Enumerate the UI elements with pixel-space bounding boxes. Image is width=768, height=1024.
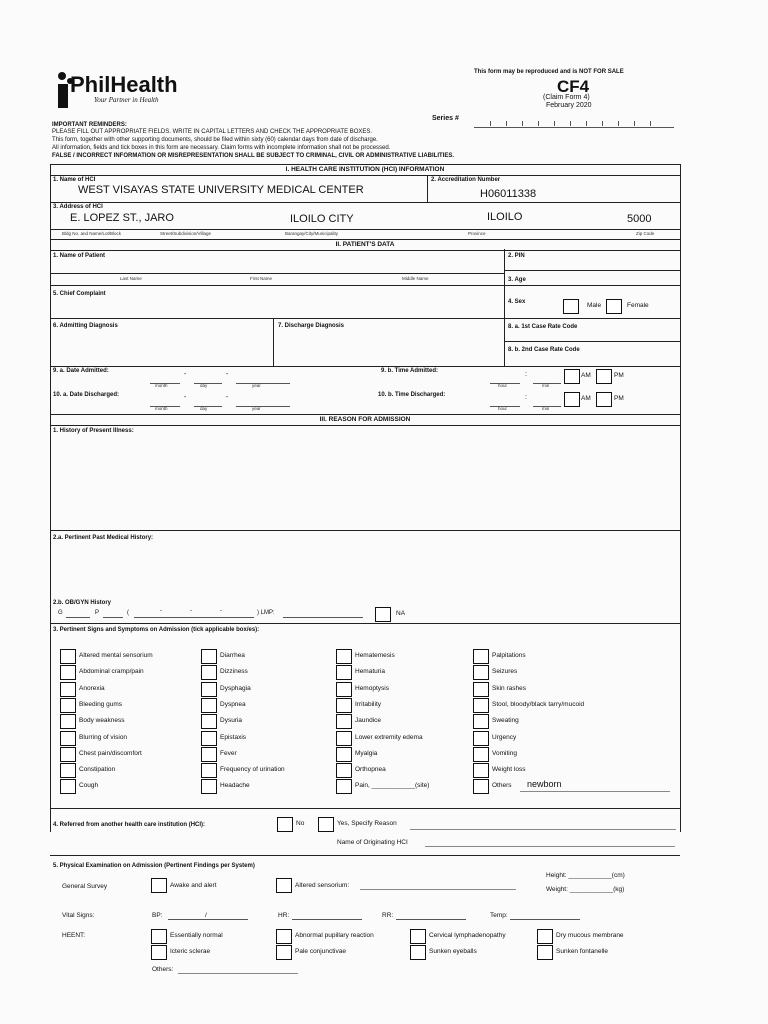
- year-label: year: [252, 383, 261, 388]
- time-admitted-label: 9. b. Time Admitted:: [381, 368, 439, 374]
- sub-brgy-label: Barangay/City/Municipality: [285, 231, 339, 236]
- symptom-checkbox[interactable]: [60, 731, 76, 746]
- symptom-label: Epistaxis: [220, 734, 247, 741]
- sub-bldg-label: Bldg No. and Name/Lot/Block: [62, 231, 122, 236]
- symptom-checkbox[interactable]: [60, 747, 76, 762]
- symptom-checkbox[interactable]: [60, 649, 76, 664]
- p-field[interactable]: [103, 611, 123, 618]
- symptom-label: Blurring of vision: [79, 734, 128, 741]
- date-admitted-year[interactable]: [236, 377, 290, 384]
- symptom-checkbox[interactable]: [473, 665, 489, 680]
- symptom-checkbox[interactable]: [336, 682, 352, 697]
- bp-label: BP:: [152, 912, 163, 919]
- sunken-eyeballs-label: Sunken eyeballs: [429, 948, 477, 955]
- awake-label: Awake and alert: [170, 882, 217, 889]
- logo-tagline: Your Partner in Health: [94, 96, 159, 104]
- symptom-label: Seizures: [492, 668, 518, 675]
- symptom-checkbox[interactable]: [201, 714, 217, 729]
- philhealth-logo: [52, 70, 212, 110]
- series-field[interactable]: [474, 121, 674, 128]
- symptom-label: Cough: [79, 782, 99, 789]
- symptom-label: Fever: [220, 750, 237, 757]
- referred-label: 4. Referred from another health care institution (HCI):: [53, 822, 206, 828]
- symptom-checkbox[interactable]: [473, 649, 489, 664]
- logo-text: PhilHealth: [70, 72, 178, 97]
- symptom-checkbox[interactable]: [336, 779, 352, 794]
- symptom-label: Constipation: [79, 766, 116, 773]
- symptom-label: Abdominal cramp/pain: [79, 668, 144, 675]
- form-code: CF4: [557, 77, 590, 96]
- symptom-label: Hemoptysis: [355, 685, 389, 692]
- symptom-checkbox[interactable]: [336, 714, 352, 729]
- sunken-eyeballs-checkbox[interactable]: [410, 945, 426, 960]
- symptom-label: Skin rashes: [492, 685, 526, 692]
- month-label-2: month: [155, 406, 168, 411]
- hr-label: HR:: [278, 912, 290, 919]
- date-discharged-year[interactable]: [236, 400, 290, 407]
- month-label: month: [155, 383, 168, 388]
- symptom-label: Jaundice: [355, 717, 382, 724]
- symptom-label: Sweating: [492, 717, 519, 724]
- year-label-2: year: [252, 406, 261, 411]
- date-admitted-label: 9. a. Date Admitted:: [53, 368, 109, 374]
- symptom-label: Frequency of urination: [220, 766, 285, 773]
- hci-city-value[interactable]: ILOILO CITY: [290, 213, 354, 225]
- last-name-label: Last Name: [120, 276, 142, 281]
- pe-label: 5. Physical Examination on Admission (Pertinent Findings per System): [53, 863, 255, 869]
- symptom-checkbox[interactable]: [473, 779, 489, 794]
- middle-name-label: Middle Name: [402, 276, 429, 281]
- symptom-checkbox[interactable]: [336, 698, 352, 713]
- symptom-label: Hematuria: [355, 668, 385, 675]
- symptom-label: Chest pain/discomfort: [79, 750, 142, 757]
- bp-field[interactable]: [168, 913, 248, 920]
- reason-section-title: III. REASON FOR ADMISSION: [50, 414, 680, 426]
- symptom-label: Lower extremity edema: [355, 734, 423, 741]
- pmh-label: 2.a. Pertinent Past Medical History:: [53, 535, 154, 541]
- admit-pm-checkbox[interactable]: [596, 369, 612, 384]
- patient-section-title: II. PATIENT'S DATA: [50, 239, 680, 251]
- dry-mucous-checkbox[interactable]: [537, 929, 553, 944]
- symptom-checkbox[interactable]: [201, 698, 217, 713]
- symptom-checkbox[interactable]: [473, 698, 489, 713]
- symptom-label: Pain, ____________(site): [355, 782, 430, 789]
- awake-checkbox[interactable]: [151, 878, 167, 893]
- male-label: Male: [587, 302, 602, 309]
- day-label-2: day: [200, 406, 208, 411]
- sub-street-label: Street/Subdivision/Village: [160, 231, 211, 236]
- hpi-field[interactable]: [52, 438, 678, 528]
- altered-label: Altered sensorium:: [295, 882, 350, 889]
- heent-others-label: Others:: [152, 966, 174, 973]
- obgyn-tpal-field[interactable]: [134, 611, 254, 618]
- icteric-label: Icteric sclerae: [170, 948, 211, 955]
- symptom-label: Diarrhea: [220, 652, 245, 659]
- chief-complaint-label: 5. Chief Complaint: [53, 291, 106, 297]
- admit-pm-label: PM: [614, 372, 624, 379]
- hr-field[interactable]: [292, 913, 362, 920]
- reminders-line4: FALSE / INCORRECT INFORMATION OR MISREPRESENTATION SHALL BE SUBJECT TO CRIMINAL, CIVIL OR ADMINISTRATIVE LIABILITIES.: [52, 153, 455, 159]
- others-value[interactable]: newborn: [527, 779, 562, 789]
- referred-no-label: No: [296, 820, 305, 827]
- symptom-label: Vomiting: [492, 750, 517, 757]
- hci-zip-value[interactable]: 5000: [627, 213, 652, 225]
- symptom-label: Body weakness: [79, 717, 125, 724]
- time-discharged-label: 10. b. Time Discharged:: [378, 392, 446, 398]
- symptom-checkbox[interactable]: [336, 649, 352, 664]
- symptom-label: Others: [492, 782, 512, 789]
- symptom-checkbox[interactable]: [60, 714, 76, 729]
- symptom-checkbox[interactable]: [336, 747, 352, 762]
- symptom-label: Orthopnea: [355, 766, 386, 773]
- temp-label: Temp:: [490, 912, 508, 919]
- cervical-label: Cervical lymphadenopathy: [429, 932, 506, 939]
- altered-checkbox[interactable]: [276, 878, 292, 893]
- na-label: NA: [396, 610, 406, 617]
- symptom-checkbox[interactable]: [60, 763, 76, 778]
- accreditation-value[interactable]: H06011338: [480, 188, 537, 200]
- admit-am-label: AM: [581, 372, 591, 379]
- female-checkbox[interactable]: [606, 299, 622, 314]
- symptom-checkbox[interactable]: [60, 779, 76, 794]
- symptom-checkbox[interactable]: [201, 747, 217, 762]
- series-label: Series #: [432, 115, 459, 122]
- lmp-label: ) LMP:: [257, 610, 275, 616]
- day-label: day: [200, 383, 208, 388]
- na-checkbox[interactable]: [375, 607, 391, 622]
- symptom-label: Stool, bloody/black tarry/mucoid: [492, 701, 585, 708]
- hour-label-2: hour: [498, 406, 508, 411]
- symptom-label: Headache: [220, 782, 250, 789]
- symptom-checkbox[interactable]: [473, 763, 489, 778]
- discharge-pm-label: PM: [614, 395, 624, 402]
- min-label: min: [542, 383, 550, 388]
- symptom-label: Hematemesis: [355, 652, 395, 659]
- case-rate-1-label: 8. a. 1st Case Rate Code: [508, 324, 578, 330]
- symptom-label: Myalgia: [355, 750, 378, 757]
- bp-slash: /: [205, 912, 207, 919]
- originating-hci-label: Name of Originating HCI: [337, 839, 408, 846]
- heent-label: HEENT:: [62, 932, 86, 939]
- symptom-checkbox[interactable]: [201, 682, 217, 697]
- cervical-checkbox[interactable]: [410, 929, 426, 944]
- symptom-checkbox[interactable]: [201, 649, 217, 664]
- g-label: G: [58, 610, 63, 616]
- reminders-line1: PLEASE FILL OUT APPROPRIATE FIELDS. WRITE IN CAPITAL LETTERS AND CHECK THE APPROPRIATE BOXES.: [52, 129, 373, 135]
- symptom-label: Weight loss: [492, 766, 526, 773]
- symptom-checkbox[interactable]: [201, 665, 217, 680]
- admit-am-checkbox[interactable]: [564, 369, 580, 384]
- hci-street-value[interactable]: E. LOPEZ ST., JARO: [70, 212, 174, 224]
- symptom-checkbox[interactable]: [60, 665, 76, 680]
- signs-label: 3. Pertinent Signs and Symptoms on Admission (tick applicable box/es):: [53, 627, 260, 633]
- rr-field[interactable]: [396, 913, 466, 920]
- reminders-line2: This form, together with other supporting documents, should be filed within sixty (60) calendar days from date of discharge.: [52, 137, 378, 143]
- male-checkbox[interactable]: [563, 299, 579, 314]
- reminders-title: IMPORTANT REMINDERS:: [52, 122, 127, 128]
- p-label: P: [95, 610, 100, 616]
- symptom-checkbox[interactable]: [336, 731, 352, 746]
- sub-zip-label: Zip Code: [636, 231, 655, 236]
- sub-province-label: Province: [468, 231, 486, 236]
- sunken-fontanelle-checkbox[interactable]: [537, 945, 553, 960]
- min-label-2: min: [542, 406, 550, 411]
- patient-name-label: 1. Name of Patient: [53, 253, 106, 259]
- abnormal-pupillary-label: Abnormal pupillary reaction: [295, 932, 374, 939]
- symptom-checkbox[interactable]: [336, 763, 352, 778]
- symptom-label: Urgency: [492, 734, 517, 741]
- symptom-checkbox[interactable]: [473, 747, 489, 762]
- symptom-checkbox[interactable]: [473, 682, 489, 697]
- symptom-label: Irritability: [355, 701, 382, 708]
- symptom-checkbox[interactable]: [336, 665, 352, 680]
- hci-name-label: 1. Name of HCI: [53, 177, 96, 183]
- female-label: Female: [627, 302, 649, 309]
- pale-label: Pale conjunctivae: [295, 948, 346, 955]
- sunken-fontanelle-label: Sunken fontanelle: [556, 948, 609, 955]
- abnormal-pupillary-checkbox[interactable]: [276, 929, 292, 944]
- referred-yes-label: Yes, Specify Reason: [337, 820, 397, 827]
- icteric-checkbox[interactable]: [151, 945, 167, 960]
- essentially-normal-label: Essentially normal: [170, 932, 223, 939]
- symptom-checkbox[interactable]: [60, 682, 76, 697]
- accreditation-label: 2. Accreditation Number: [431, 177, 501, 183]
- symptom-label: Dyspnea: [220, 701, 246, 708]
- form-date: February 2020: [546, 102, 592, 109]
- discharge-am-label: AM: [581, 395, 591, 402]
- date-discharged-day[interactable]: [194, 400, 222, 407]
- age-label: 3. Age: [508, 277, 526, 283]
- essentially-normal-checkbox[interactable]: [151, 929, 167, 944]
- symptom-label: Dizziness: [220, 668, 248, 675]
- symptom-label: Altered mental sensorium: [79, 652, 153, 659]
- symptom-label: Anorexia: [79, 685, 105, 692]
- symptom-checkbox[interactable]: [60, 698, 76, 713]
- lmp-field[interactable]: [283, 611, 363, 618]
- reminders-line3: All information, fields and tick boxes in this form are necessary. Claim forms with incomplete information shall not be processed.: [52, 145, 391, 151]
- form-name: (Claim Form 4): [543, 94, 590, 101]
- referred-no-checkbox[interactable]: [277, 817, 293, 832]
- referred-yes-checkbox[interactable]: [318, 817, 334, 832]
- symptom-label: Bleeding gums: [79, 701, 122, 708]
- date-discharged-label: 10. a. Date Discharged:: [53, 392, 120, 398]
- dry-mucous-label: Dry mucous membrane: [556, 932, 624, 939]
- pin-label: 2. PIN: [508, 253, 525, 259]
- obgyn-label: 2.b. OB/GYN History: [53, 600, 112, 606]
- symptom-checkbox[interactable]: [201, 731, 217, 746]
- vital-signs-label: Vital Signs:: [62, 912, 95, 919]
- symptom-checkbox[interactable]: [201, 763, 217, 778]
- rr-label: RR:: [382, 912, 394, 919]
- g-field[interactable]: [66, 611, 90, 618]
- hci-name-value[interactable]: WEST VISAYAS STATE UNIVERSITY MEDICAL CENTER: [78, 184, 364, 196]
- symptom-checkbox[interactable]: [473, 731, 489, 746]
- case-rate-2-label: 8. b. 2nd Case Rate Code: [508, 347, 580, 353]
- hpi-label: 1. History of Present Illness:: [53, 428, 134, 434]
- temp-field[interactable]: [510, 913, 580, 920]
- height-label: Height: ____________(cm): [546, 872, 625, 879]
- pmh-field[interactable]: [52, 545, 678, 595]
- hci-province-value[interactable]: ILOILO: [487, 211, 523, 223]
- discharge-am-checkbox[interactable]: [564, 392, 580, 407]
- date-admitted-day[interactable]: [194, 377, 222, 384]
- hour-label: hour: [498, 383, 508, 388]
- sex-label: 4. Sex: [508, 299, 526, 305]
- discharge-pm-checkbox[interactable]: [596, 392, 612, 407]
- hci-address-label: 3. Address of HCI: [53, 204, 103, 210]
- discharge-diagnosis-label: 7. Discharge Diagnosis: [278, 323, 345, 329]
- not-for-sale-note: This form may be reproduced and is NOT FOR SALE: [474, 69, 624, 75]
- symptom-checkbox[interactable]: [473, 714, 489, 729]
- symptom-checkbox[interactable]: [201, 779, 217, 794]
- symptom-label: Dysphagia: [220, 685, 251, 692]
- first-name-label: First Name: [250, 276, 273, 281]
- admitting-diagnosis-label: 6. Admitting Diagnosis: [53, 323, 118, 329]
- hci-section-title: I. HEALTH CARE INSTITUTION (HCI) INFORMATION: [50, 164, 680, 176]
- general-survey-label: General Survey: [62, 883, 108, 890]
- weight-label: Weight: ____________(kg): [546, 886, 625, 893]
- symptom-label: Dysuria: [220, 717, 243, 724]
- symptom-label: Palpitations: [492, 652, 526, 659]
- pale-checkbox[interactable]: [276, 945, 292, 960]
